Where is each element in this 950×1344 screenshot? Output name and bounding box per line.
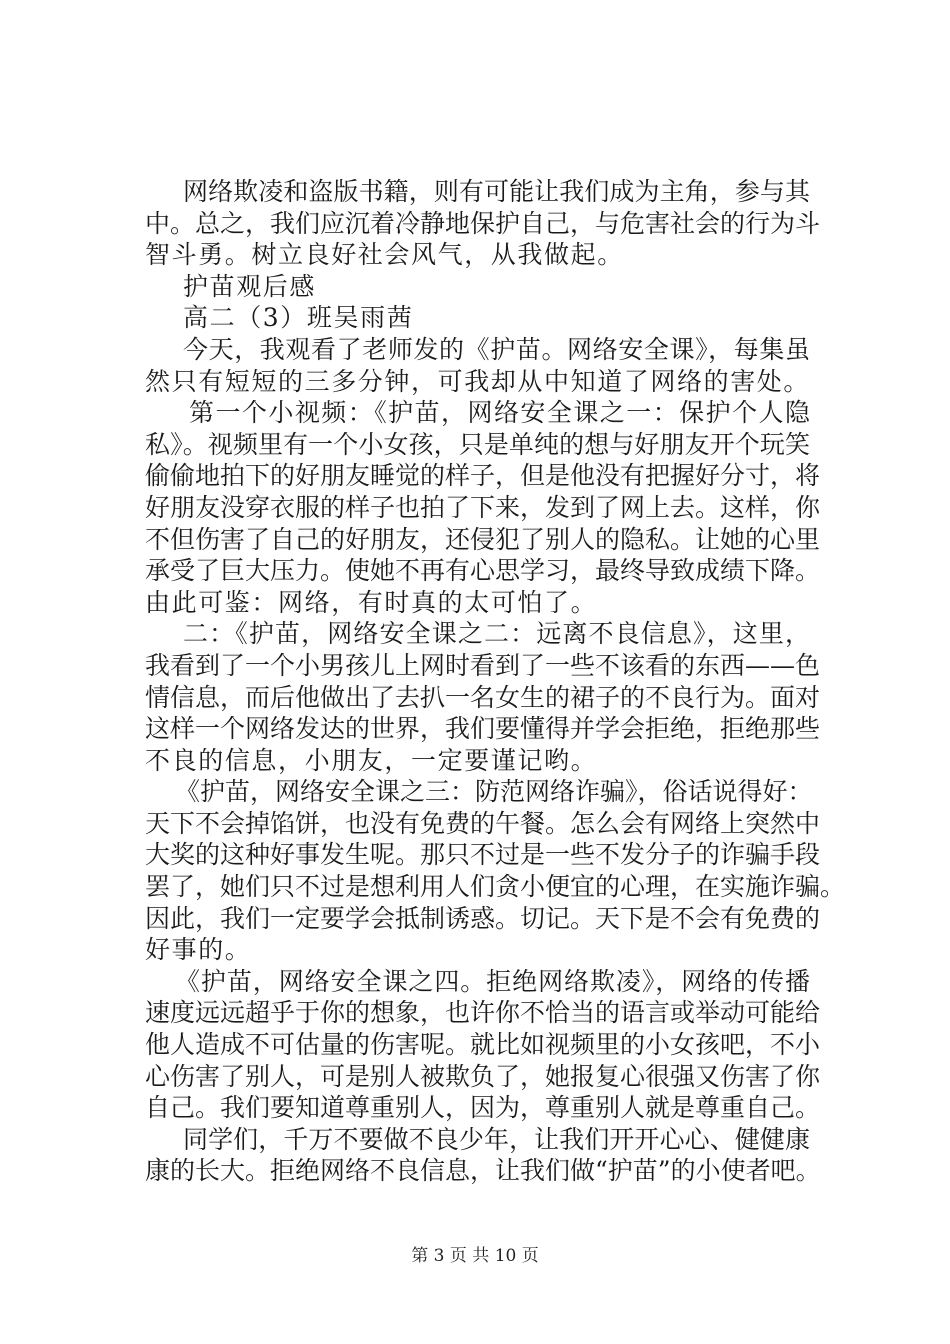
text-line: 智斗勇。树立良好社会风气，从我做起。 bbox=[145, 240, 624, 270]
text-line: 偷偷地拍下的好朋友睡觉的样子，但是他没有把握好分寸，将 bbox=[145, 461, 821, 491]
text-line: 因此，我们一定要学会抵制诱惑。切记。天下是不会有免费的 bbox=[145, 903, 821, 933]
text-line: 好事的。 bbox=[145, 935, 252, 965]
text-line: 中。总之，我们应沉着冷静地保护自己，与危害社会的行为斗 bbox=[145, 208, 821, 238]
text-line: 情信息，而后他做出了去扒一名女生的裙子的不良行为。面对 bbox=[145, 682, 821, 712]
text-line: 护苗观后感 bbox=[183, 271, 317, 301]
text-line: 同学们，千万不要做不良少年，让我们开开心心、健健康 bbox=[183, 1124, 810, 1154]
text-line: 康的长大。拒绝网络不良信息，让我们做“护苗”的小使者吧。 bbox=[145, 1156, 821, 1186]
text-line: 高二（3）班吴雨茜 bbox=[183, 303, 414, 333]
text-line: 心伤害了别人，可是别人被欺负了，她报复心很强又伤害了你 bbox=[145, 1061, 821, 1091]
text-line: 第一个小视频：《护苗，网络安全课之一：保护个人隐 bbox=[189, 398, 810, 428]
text-line: 速度远远超乎于你的想象，也许你不恰当的语言或举动可能给 bbox=[145, 998, 821, 1028]
text-line: 由此可鉴：网络，有时真的太可怕了。 bbox=[145, 587, 598, 617]
body-text bbox=[145, 176, 846, 1187]
text-line: 二：《护苗，网络安全课之二：远离不良信息》，这里， bbox=[183, 619, 810, 649]
page-footer: 第 3 页 共 10 页 bbox=[411, 1246, 539, 1266]
text-line: 自己。我们要知道尊重别人，因为，尊重别人就是尊重自己。 bbox=[145, 1093, 821, 1123]
text-line: 罢了，她们只不过是想利用人们贪小便宜的心理，在实施诈骗。 bbox=[145, 872, 846, 902]
text-line: 这样一个网络发达的世界，我们要懂得并学会拒绝，拒绝那些 bbox=[145, 714, 821, 744]
text-line: 我看到了一个小男孩儿上网时看到了一些不该看的东西——色 bbox=[145, 650, 821, 680]
text-line: 然只有短短的三多分钟，可我却从中知道了网络的害处。 bbox=[145, 366, 811, 396]
text-line: 他人造成不可估量的伤害呢。就比如视频里的小女孩吧，不小 bbox=[145, 1030, 821, 1060]
text-line: 好朋友没穿衣服的样子也拍了下来，发到了网上去。这样，你 bbox=[145, 492, 821, 522]
text-line: 不良的信息，小朋友，一定要谨记哟。 bbox=[145, 745, 598, 775]
text-line: 《护苗，网络安全课之三：防范网络诈骗》，俗话说得好： bbox=[175, 777, 813, 807]
text-line: 不但伤害了自己的好朋友，还侵犯了别人的隐私。让她的心里 bbox=[145, 524, 821, 554]
text-line: 《护苗，网络安全课之四。拒绝网络欺凌》，网络的传播 bbox=[175, 966, 810, 996]
text-line: 承受了巨大压力。使她不再有心思学习，最终导致成绩下降。 bbox=[145, 556, 821, 586]
text-line: 私》。视频里有一个小女孩，只是单纯的想与好朋友开个玩笑 bbox=[145, 429, 810, 459]
text-line: 网络欺凌和盗版书籍，则有可能让我们成为主角，参与其 bbox=[183, 177, 810, 206]
text-line: 大奖的这种好事发生呢。那只不过是一些不发分子的诈骗手段 bbox=[145, 840, 821, 870]
text-line: 天下不会掉馅饼，也没有免费的午餐。怎么会有网络上突然中 bbox=[145, 808, 821, 838]
text-line: 今天，我观看了老师发的《护苗。网络安全课》，每集虽 bbox=[183, 334, 810, 364]
